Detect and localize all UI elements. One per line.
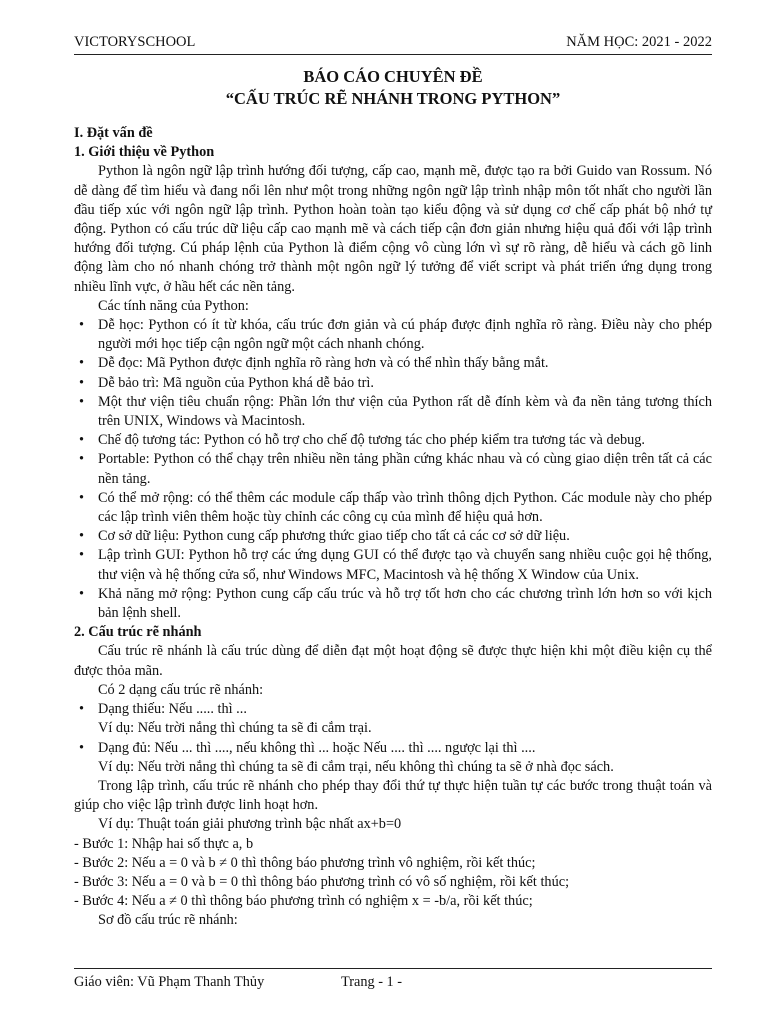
example-2: Ví dụ: Nếu trời nắng thì chúng ta sẽ đi cắm trại, nếu không thì chúng ta sẽ ở nhà đọc sách.: [98, 758, 614, 775]
branching-definition: Cấu trúc rẽ nhánh là cấu trúc dùng để diễn đạt một hoạt động sẽ được thực hiện khi một điều kiện cụ thể được thỏa mãn.: [74, 643, 712, 679]
list-item: • Một thư viện tiêu chuẩn rộng: Phần lớn thư viện của Python rất dễ đính kèm và đa nền tảng tương thích trên UNIX, Windows và Macintosh.: [79, 393, 712, 430]
diagram-label: Sơ đồ cấu trúc rẽ nhánh:: [98, 912, 238, 929]
list-item: • Lập trình GUI: Python hỗ trợ các ứng dụng GUI có thể được tạo và chuyển sang nhiều cuộc gọi hệ thống, thư viện và hệ thống cửa sổ, như Windows MFC, Macintosh và hệ thống X Window của Unix.: [79, 547, 712, 583]
example-1: Ví dụ: Nếu trời nắng thì chúng ta sẽ đi cắm trại.: [98, 720, 372, 737]
algorithm-step: - Bước 3: Nếu a = 0 và b = 0 thì thông báo phương trình có vô số nghiệm, rồi kết thúc;: [74, 873, 570, 890]
bullet-icon: •: [79, 374, 85, 391]
features-intro: Các tính năng của Python:: [98, 297, 249, 314]
page-header: [74, 32, 712, 55]
page-number: Trang - 1 -: [341, 974, 403, 990]
teacher-name: Giáo viên: Vũ Phạm Thanh Thủy: [74, 974, 265, 990]
school-name: VICTORYSCHOOL: [74, 34, 196, 50]
subheading-python-intro: 1. Giới thiệu về Python: [74, 144, 215, 161]
section-heading: I. Đặt vấn đề: [74, 125, 153, 141]
list-item: • Cơ sở dữ liệu: Python cung cấp phương thức giao tiếp cho tất cả các cơ sở dữ liệu.: [74, 527, 712, 546]
algorithm-step: - Bước 4: Nếu a ≠ 0 thì thông báo phương trình có nghiệm x = -b/a, rồi kết thúc;: [74, 893, 533, 910]
programming-paragraph: Trong lập trình, cấu trúc rẽ nhánh cho phép thay đổi thứ tự thực hiện tuần tự các bước trong thuật toán và giúp cho việc lập trình được linh hoạt hơn.: [74, 777, 712, 814]
bullet-icon: •: [79, 528, 85, 545]
list-item: • Chế độ tương tác: Python có hỗ trợ cho chế độ tương tác cho phép kiểm tra tương tác và debug.: [74, 431, 712, 450]
form-list-2: [74, 739, 712, 758]
bullet-icon: •: [79, 585, 85, 602]
bullet-icon: •: [79, 355, 85, 372]
algorithm-example: Ví dụ: Thuật toán giải phương trình bậc nhất ax+b=0: [98, 816, 402, 833]
bullet-icon: •: [79, 701, 85, 718]
document-body: [74, 124, 712, 931]
list-item: • Dễ học: Python có ít từ khóa, cấu trúc đơn giản và cú pháp được định nghĩa rõ ràng. Điều này cho phép người mới học tiếp cận ngôn ngữ một cách nhanh chóng.: [79, 317, 712, 353]
list-item: • Dễ bảo trì: Mã nguồn của Python khá dễ bảo trì.: [74, 374, 712, 393]
algorithm-step: - Bước 1: Nhập hai số thực a, b: [74, 835, 254, 852]
title-line-2: “CẤU TRÚC RẼ NHÁNH TRONG PYTHON”: [225, 89, 561, 108]
list-item: • Dễ đọc: Mã Python được định nghĩa rõ ràng hơn và có thể nhìn thấy bằng mắt.: [74, 354, 712, 373]
list-item: • Portable: Python có thể chạy trên nhiều nền tảng phần cứng khác nhau và có cùng giao diện trên tất cả các nền tảng.: [79, 451, 712, 487]
bullet-icon: •: [79, 451, 85, 468]
subheading-branching: 2. Cấu trúc rẽ nhánh: [74, 624, 202, 641]
feature-list: [74, 316, 712, 623]
form-list-1: [74, 700, 712, 719]
bullet-icon: •: [79, 432, 85, 449]
algorithm-step: - Bước 2: Nếu a = 0 và b ≠ 0 thì thông báo phương trình vô nghiệm, rồi kết thúc;: [74, 854, 536, 871]
title-line-1: BÁO CÁO CHUYÊN ĐỀ: [303, 67, 483, 86]
intro-paragraph: Python là ngôn ngữ lập trình hướng đối tượng, cấp cao, mạnh mẽ, được tạo ra bởi Guido van Rossum. Nó dễ dàng để tìm hiểu và đang nổi lên như một trong những ngôn ngữ lập trình nhập môn tốt nhất cho người lần đầu tiếp xúc với ngôn ngữ lập trình. Python hoàn toàn tạo kiểu động và sử dụng cơ chế cấp phát bộ nhớ tự động. Python có cấu trúc dữ liệu cấp cao mạnh mẽ và cách tiếp cận đơn giản nhưng hiệu quả đối với lập trình hướng đối tượng. Cú pháp lệnh của Python là điểm cộng vô cùng lớn vì sự rõ ràng, dễ hiểu và cách gõ linh động làm cho nó nhanh chóng trở thành một ngôn ngữ lý tưởng để viết script và phát triển ứng dụng trong nhiều lĩnh vực, ở hầu hết các nền tảng.: [74, 163, 712, 295]
document-title: [74, 66, 712, 110]
bullet-icon: •: [79, 393, 85, 410]
school-year: NĂM HỌC: 2021 - 2022: [566, 34, 712, 50]
list-item: • Khả năng mở rộng: Python cung cấp cấu trúc và hỗ trợ tốt hơn cho các chương trình lớn hơn so với kịch bản lệnh shell.: [79, 585, 712, 622]
bullet-icon: •: [79, 739, 85, 756]
forms-intro: Có 2 dạng cấu trúc rẽ nhánh:: [98, 681, 264, 698]
bullet-icon: •: [79, 317, 85, 334]
page-footer: [74, 968, 712, 993]
list-item: • Dạng đủ: Nếu ... thì ...., nếu không thì ... hoặc Nếu .... thì .... ngược lại thì ....: [74, 739, 712, 758]
bullet-icon: •: [79, 489, 85, 506]
list-item: • Có thể mở rộng: có thể thêm các module cấp thấp vào trình thông dịch Python. Các module này cho phép các lập trình viên thêm hoặc tùy chỉnh các công cụ của mình để hiệu quả hơn.: [79, 489, 712, 526]
list-item: • Dạng thiếu: Nếu ..... thì ...: [74, 700, 712, 719]
bullet-icon: •: [79, 547, 85, 564]
